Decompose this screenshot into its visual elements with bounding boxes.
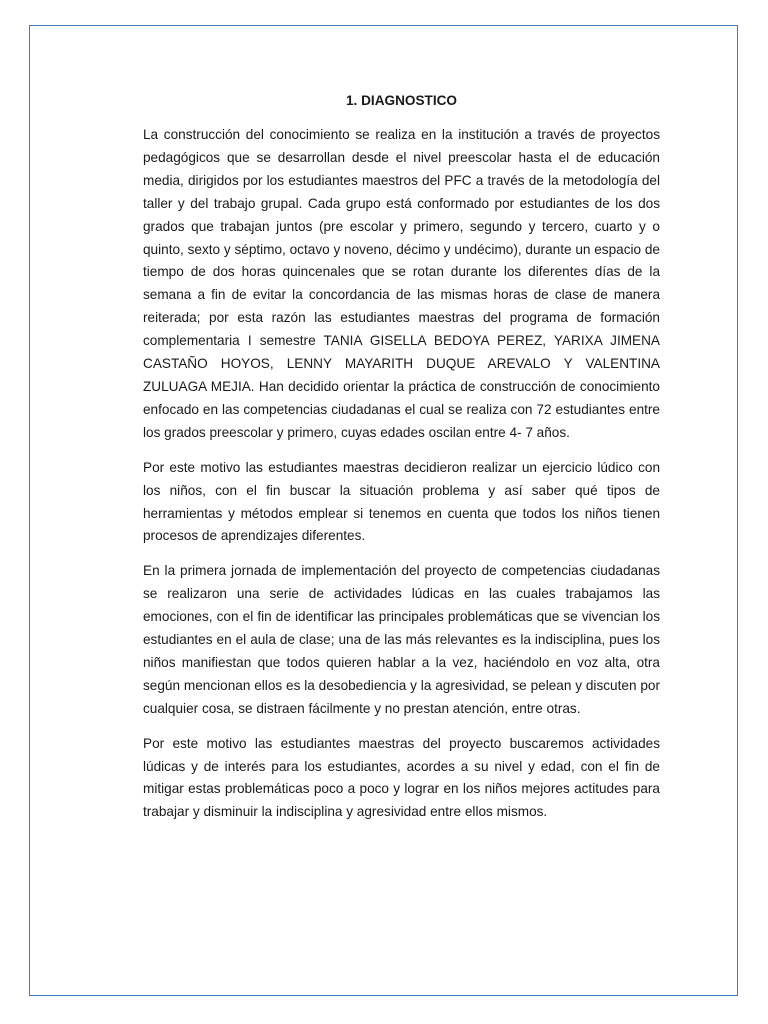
section-heading: 1. DIAGNOSTICO — [345, 93, 458, 108]
paragraph-1: La construcción del conocimiento se realiza en la institución a través de proyectos pedagógicos que se desarrollan desde el nivel preescolar hasta el de educación media, dirigidos por los estudiantes maestros del PFC a través de la metodología del taller y del trabajo grupal. Cada grupo está conformado por estudiantes de los dos grados que trabajan juntos (pre escolar y primero, segundo y tercero, cuarto y o quinto, sexto y séptimo, octavo y noveno, décimo y undécimo), durante un espacio de tiempo de dos horas quincenales que se rotan durante los diferentes días de la semana a fin de evitar la concordancia de las mismas horas de clase de manera reiterada; por esta razón las estudiantes maestras del programa de formación complementaria I semestre TANIA GISELLA BEDOYA PEREZ, YARIXA JIMENA CASTAÑO HOYOS, LENNY MAYARITH DUQUE AREVALO Y VALENTINA ZULUAGA MEJIA. Han decidido orientar la práctica de construcción de conocimiento enfocado en las competencias ciudadanas el cual se realiza con 72 estudiantes entre los grados preescolar y primero, cuyas edades oscilan entre 4- 7 años. — [143, 127, 660, 440]
paragraph-3: En la primera jornada de implementación del proyecto de competencias ciudadanas se realizaron una serie de actividades lúdicas en las cuales trabajamos las emociones, con el fin de identificar las principales problemáticas que se vivencian los estudiantes en el aula de clase; una de las más relevantes es la indisciplina, pues los niños manifiestan que todos quieren hablar a la vez, haciéndolo en voz alta, otra según mencionan ellos es la desobediencia y la agresividad, se pelean y discuten por cualquier cosa, se distraen fácilmente y no prestan atención, entre otras. — [143, 563, 660, 716]
document-body — [143, 90, 660, 836]
paragraph-2: Por este motivo las estudiantes maestras decidieron realizar un ejercicio lúdico con los niños, con el fin buscar la situación problema y así saber qué tipos de herramientas y métodos emplear si tenemos en cuenta que todos los niños tienen procesos de aprendizajes diferentes. — [143, 459, 660, 544]
paragraph-4: Por este motivo las estudiantes maestras del proyecto buscaremos actividades lúdicas y de interés para los estudiantes, acordes a su nivel y edad, con el fin de mitigar estas problemáticas poco a poco y lograr en los niños mejores actitudes para trabajar y disminuir la indisciplina y agresividad entre ellos mismos. — [143, 735, 660, 820]
